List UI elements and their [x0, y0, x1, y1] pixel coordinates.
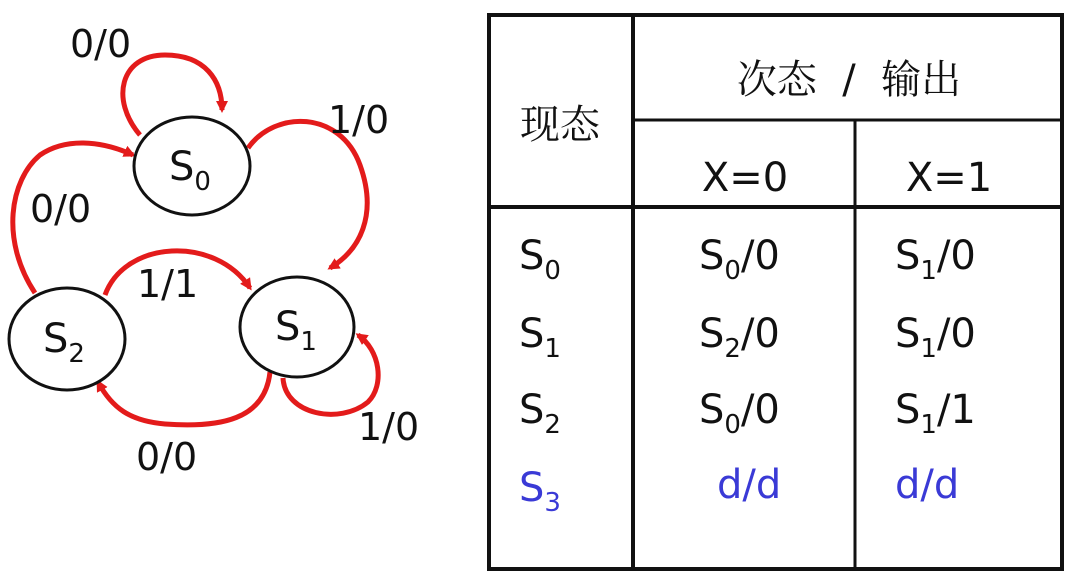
state-diagram	[0, 0, 480, 579]
header-x1: X=1	[905, 155, 993, 201]
row-s1-state: $S_1$	[519, 311, 561, 364]
state-table	[487, 13, 1064, 571]
transition-s2-s0-label: 0/0	[30, 187, 92, 231]
header-x0: X=0	[701, 155, 789, 201]
state-s2-sub: 2	[68, 339, 85, 369]
state-s1-name: S	[275, 304, 301, 350]
transition-s0-s0-label: 0/0	[70, 22, 132, 66]
state-s0-sub: 0	[194, 167, 211, 197]
transition-s2-s1-label: 1/1	[137, 262, 199, 306]
row-s2-state: $S_2$	[519, 387, 561, 440]
row-s3-x1: d/d	[895, 462, 960, 508]
transition-s1-s2-label: 0/0	[136, 435, 198, 479]
header-next-output: 次态 / 输出	[736, 57, 962, 103]
state-s0-name: S	[169, 144, 195, 190]
row-s2-x1: $S_1/1$	[895, 387, 976, 440]
state-s2-name: S	[43, 316, 69, 362]
state-node-s0	[134, 117, 250, 215]
transition-s1-s1-label: 1/0	[358, 405, 420, 449]
row-s3-state: $S_3$	[519, 465, 561, 518]
transition-s0-s1-label: 1/0	[328, 98, 390, 142]
row-s1-x0: $S_2/0$	[699, 311, 780, 364]
row-s0-x1: $S_1/0$	[895, 233, 976, 286]
row-s0-state: $S_0$	[519, 233, 561, 286]
header-present-state: 现态	[520, 102, 600, 148]
row-s1-x1: $S_1/0$	[895, 311, 976, 364]
state-node-s2	[9, 288, 125, 390]
state-node-s1	[240, 277, 354, 377]
row-s2-x0: $S_0/0$	[699, 387, 780, 440]
state-s1-sub: 1	[300, 327, 317, 357]
transition-s1-s2-arrow	[98, 372, 270, 425]
row-s0-x0: $S_0/0$	[699, 233, 780, 286]
transition-s0-s1-arrow	[248, 121, 367, 268]
row-s3-x0: d/d	[717, 462, 782, 508]
